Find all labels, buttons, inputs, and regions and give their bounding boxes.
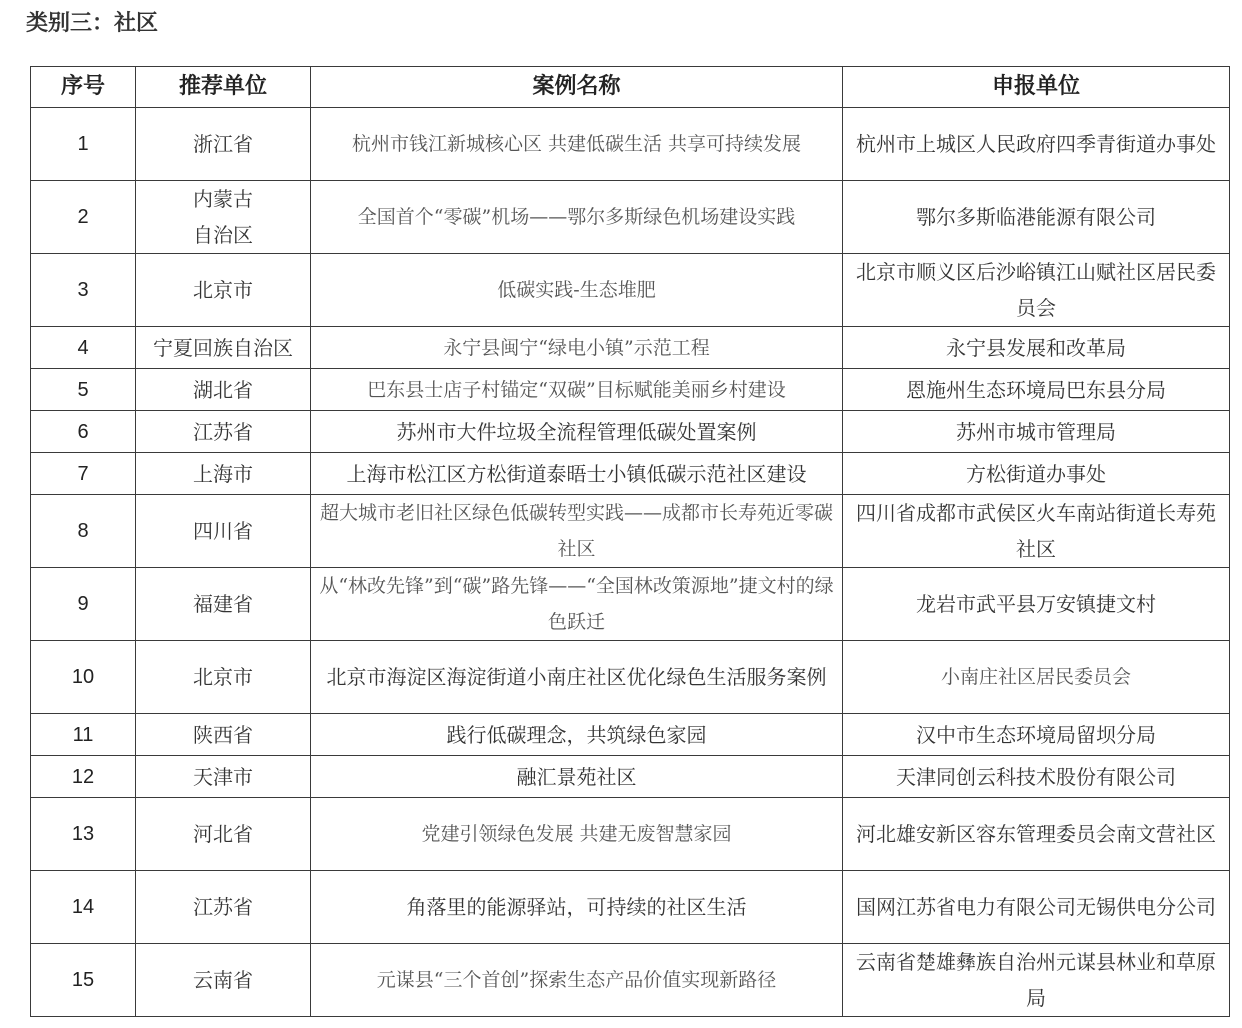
table-row (31, 871, 1230, 944)
cell-applicant: 北京市顺义区后沙峪镇江山赋社区居民委员会 (843, 254, 1230, 327)
header-recommending-unit: 推荐单位 (136, 67, 311, 108)
cell-applicant: 鄂尔多斯临港能源有限公司 (843, 181, 1230, 254)
header-case-name: 案例名称 (311, 67, 843, 108)
cell-recommending-unit: 云南省 (136, 944, 311, 1017)
cell-case-name: 上海市松江区方松街道泰晤士小镇低碳示范社区建设 (311, 453, 843, 495)
cell-recommending-unit: 上海市 (136, 453, 311, 495)
header-applicant: 申报单位 (843, 67, 1230, 108)
cell-recommending-unit: 浙江省 (136, 108, 311, 181)
cell-number: 6 (31, 411, 136, 453)
table-row (31, 327, 1230, 369)
table-row (31, 411, 1230, 453)
cell-recommending-unit: 宁夏回族自治区 (136, 327, 311, 369)
cell-recommending-unit: 北京市 (136, 641, 311, 714)
table-row (31, 495, 1230, 568)
cell-number: 13 (31, 798, 136, 871)
cell-applicant: 恩施州生态环境局巴东县分局 (843, 369, 1230, 411)
cell-case-name: 践行低碳理念，共筑绿色家园 (311, 714, 843, 756)
cell-number: 2 (31, 181, 136, 254)
table-body (31, 108, 1230, 1017)
cell-recommending-unit: 河北省 (136, 798, 311, 871)
cell-number: 4 (31, 327, 136, 369)
cell-case-name: 元谋县“三个首创”探索生态产品价值实现新路径 (311, 944, 843, 1017)
cell-number: 12 (31, 756, 136, 798)
cell-number: 5 (31, 369, 136, 411)
cell-recommending-unit: 陕西省 (136, 714, 311, 756)
table-row (31, 798, 1230, 871)
cell-case-name: 永宁县闽宁“绿电小镇”示范工程 (311, 327, 843, 369)
table-row (31, 641, 1230, 714)
table-row (31, 181, 1230, 254)
cell-case-name: 超大城市老旧社区绿色低碳转型实践——成都市长寿苑近零碳社区 (311, 495, 843, 568)
cell-number: 3 (31, 254, 136, 327)
cell-applicant: 四川省成都市武侯区火车南站街道长寿苑社区 (843, 495, 1230, 568)
cell-number: 15 (31, 944, 136, 1017)
table-row (31, 254, 1230, 327)
cell-number: 8 (31, 495, 136, 568)
cell-applicant: 永宁县发展和改革局 (843, 327, 1230, 369)
table-row (31, 453, 1230, 495)
table-row (31, 944, 1230, 1017)
cell-applicant: 方松街道办事处 (843, 453, 1230, 495)
cell-recommending-unit: 内蒙古自治区 (136, 181, 311, 254)
cell-applicant: 苏州市城市管理局 (843, 411, 1230, 453)
cell-recommending-unit: 北京市 (136, 254, 311, 327)
cell-number: 11 (31, 714, 136, 756)
table-row (31, 756, 1230, 798)
cell-recommending-unit: 湖北省 (136, 369, 311, 411)
table-header-row (31, 67, 1230, 108)
cell-number: 1 (31, 108, 136, 181)
cell-case-name: 从“林改先锋”到“碳”路先锋——“全国林改策源地”捷文村的绿色跃迁 (311, 568, 843, 641)
cell-case-name: 北京市海淀区海淀街道小南庄社区优化绿色生活服务案例 (311, 641, 843, 714)
cell-recommending-unit: 四川省 (136, 495, 311, 568)
table-row (31, 714, 1230, 756)
cell-number: 9 (31, 568, 136, 641)
cell-case-name: 党建引领绿色发展 共建无废智慧家园 (311, 798, 843, 871)
cell-applicant: 杭州市上城区人民政府四季青街道办事处 (843, 108, 1230, 181)
cell-case-name: 低碳实践-生态堆肥 (311, 254, 843, 327)
cell-case-name: 全国首个“零碳”机场——鄂尔多斯绿色机场建设实践 (311, 181, 843, 254)
cell-number: 7 (31, 453, 136, 495)
cell-applicant: 龙岩市武平县万安镇捷文村 (843, 568, 1230, 641)
cell-applicant: 河北雄安新区容东管理委员会南文营社区 (843, 798, 1230, 871)
cell-applicant: 汉中市生态环境局留坝分局 (843, 714, 1230, 756)
cell-number: 14 (31, 871, 136, 944)
header-number: 序号 (31, 67, 136, 108)
table-row (31, 568, 1230, 641)
cell-recommending-unit: 福建省 (136, 568, 311, 641)
cell-case-name: 角落里的能源驿站，可持续的社区生活 (311, 871, 843, 944)
cell-case-name: 苏州市大件垃圾全流程管理低碳处置案例 (311, 411, 843, 453)
cell-applicant: 云南省楚雄彝族自治州元谋县林业和草原局 (843, 944, 1230, 1017)
table-row (31, 369, 1230, 411)
cell-recommending-unit: 江苏省 (136, 871, 311, 944)
cell-applicant: 国网江苏省电力有限公司无锡供电分公司 (843, 871, 1230, 944)
table-row (31, 108, 1230, 181)
cell-applicant: 小南庄社区居民委员会 (843, 641, 1230, 714)
cell-case-name: 杭州市钱江新城核心区 共建低碳生活 共享可持续发展 (311, 108, 843, 181)
section-heading: 类别三：社区 (26, 11, 159, 36)
cell-number: 10 (31, 641, 136, 714)
cell-applicant: 天津同创云科技术股份有限公司 (843, 756, 1230, 798)
cell-recommending-unit: 天津市 (136, 756, 311, 798)
cell-case-name: 融汇景苑社区 (311, 756, 843, 798)
cell-case-name: 巴东县士店子村锚定“双碳”目标赋能美丽乡村建设 (311, 369, 843, 411)
cell-recommending-unit: 江苏省 (136, 411, 311, 453)
case-table (30, 66, 1230, 1017)
